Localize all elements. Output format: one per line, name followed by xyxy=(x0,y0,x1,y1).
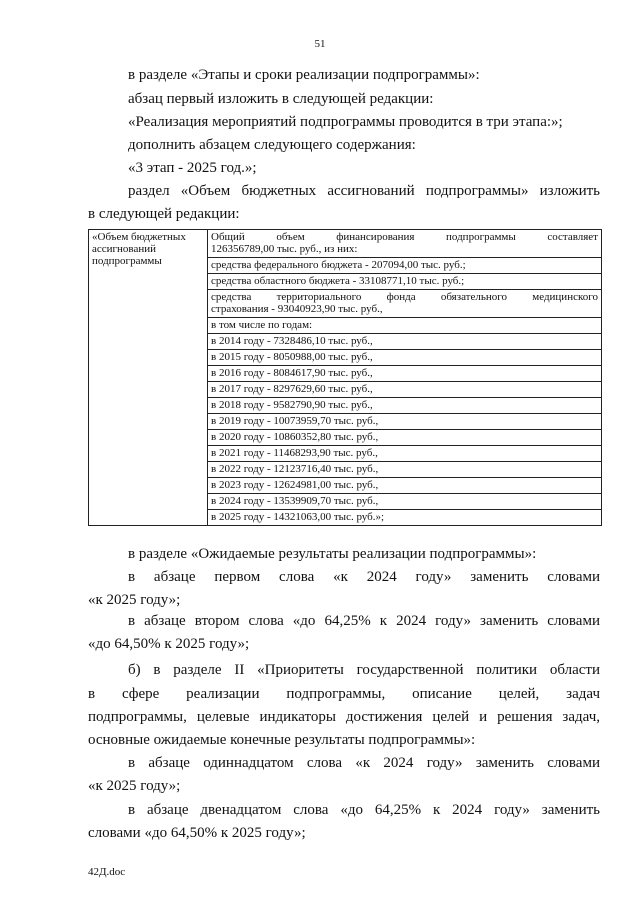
year-row xyxy=(208,398,602,414)
body-line: в абзаце втором слова «до 64,25% к 2024 году» заменить словами xyxy=(128,613,600,629)
federal-line: средства федерального бюджета - 207094,00 тыс. руб.; xyxy=(211,259,466,271)
year-row xyxy=(208,494,602,510)
body-line: б) в разделе II «Приоритеты государственной политики области xyxy=(128,662,600,678)
total-line: Общий объем финансирования подпрограммы составляет xyxy=(211,231,598,243)
year-line: в 2023 году - 12624981,00 тыс. руб., xyxy=(211,479,379,491)
fund-line: средства территориального фонда обязательного медицинского xyxy=(211,291,598,303)
fund-line: страхования - 93040923,90 тыс. руб., xyxy=(211,303,383,315)
year-row xyxy=(208,414,602,430)
year-row xyxy=(208,462,602,478)
body-line: в абзаце одиннадцатом слова «к 2024 году» заменить словами xyxy=(128,755,600,771)
table-value-cell xyxy=(208,230,602,258)
table-value-cell xyxy=(208,258,602,274)
year-line: в 2022 году - 12123716,40 тыс. руб., xyxy=(211,463,379,475)
table-row xyxy=(89,230,602,258)
body-line: в абзаце первом слова «к 2024 году» заменить словами xyxy=(128,569,600,585)
year-line: в 2021 году - 11468293,90 тыс. руб., xyxy=(211,447,378,459)
footer-filename: 42Д.doc xyxy=(88,866,126,878)
table-value-cell xyxy=(208,318,602,334)
intro-line: раздел «Объем бюджетных ассигнований подпрограммы» изложить xyxy=(128,183,600,199)
page-number: 51 xyxy=(314,38,326,50)
intro-line: «3 этап - 2025 год.»; xyxy=(128,160,257,176)
by-years-line: в том числе по годам: xyxy=(211,319,313,331)
year-row xyxy=(208,510,602,526)
table-value-cell xyxy=(208,274,602,290)
budget-table xyxy=(88,229,602,526)
year-row xyxy=(208,334,602,350)
intro-line: «Реализация мероприятий подпрограммы проводится в три этапа:»; xyxy=(128,114,563,130)
year-row xyxy=(208,478,602,494)
body-line: в абзаце двенадцатом слова «до 64,25% к 2024 году» заменить xyxy=(128,802,600,818)
year-line: в 2018 году - 9582790,90 тыс. руб., xyxy=(211,399,373,411)
year-line: в 2019 году - 10073959,70 тыс. руб., xyxy=(211,415,379,427)
body-line: «к 2025 году»; xyxy=(88,778,181,794)
year-line: в 2020 году - 10860352,80 тыс. руб., xyxy=(211,431,379,443)
total-line: 126356789,00 тыс. руб., из них: xyxy=(211,243,358,255)
year-line: в 2014 году - 7328486,10 тыс. руб., xyxy=(211,335,373,347)
intro-line: абзац первый изложить в следующей редакции: xyxy=(128,91,434,107)
body-line: «до 64,50% к 2025 году»; xyxy=(88,636,250,652)
intro-line: в разделе «Этапы и сроки реализации подпрограммы»: xyxy=(128,67,480,83)
body-line: основные ожидаемые конечные результаты подпрограммы»: xyxy=(88,732,476,748)
table-label-cell xyxy=(89,230,208,526)
year-line: в 2015 году - 8050988,00 тыс. руб., xyxy=(211,351,373,363)
year-line: в 2024 году - 13539909,70 тыс. руб., xyxy=(211,495,379,507)
intro-line: в следующей редакции: xyxy=(88,206,240,222)
year-row xyxy=(208,382,602,398)
year-line: в 2025 году - 14321063,00 тыс. руб.»; xyxy=(211,511,385,523)
year-row xyxy=(208,366,602,382)
body-line: в разделе «Ожидаемые результаты реализации подпрограммы»: xyxy=(128,546,537,562)
year-line: в 2016 году - 8084617,90 тыс. руб., xyxy=(211,367,373,379)
table-value-cell xyxy=(208,290,602,318)
year-row xyxy=(208,430,602,446)
intro-line: дополнить абзацем следующего содержания: xyxy=(128,137,416,153)
body-line: в сфере реализации подпрограммы, описание целей, задач xyxy=(88,686,600,702)
year-row xyxy=(208,446,602,462)
table-label: «Объем бюджетных ассигнований подпрограммы xyxy=(92,231,186,267)
year-row xyxy=(208,350,602,366)
body-line: подпрограммы, целевые индикаторы достижения целей и решения задач, xyxy=(88,709,600,725)
body-line: «к 2025 году»; xyxy=(88,592,181,608)
body-line: словами «до 64,50% к 2025 году»; xyxy=(88,825,306,841)
regional-line: средства областного бюджета - 33108771,10 тыс. руб.; xyxy=(211,275,465,287)
year-line: в 2017 году - 8297629,60 тыс. руб., xyxy=(211,383,373,395)
